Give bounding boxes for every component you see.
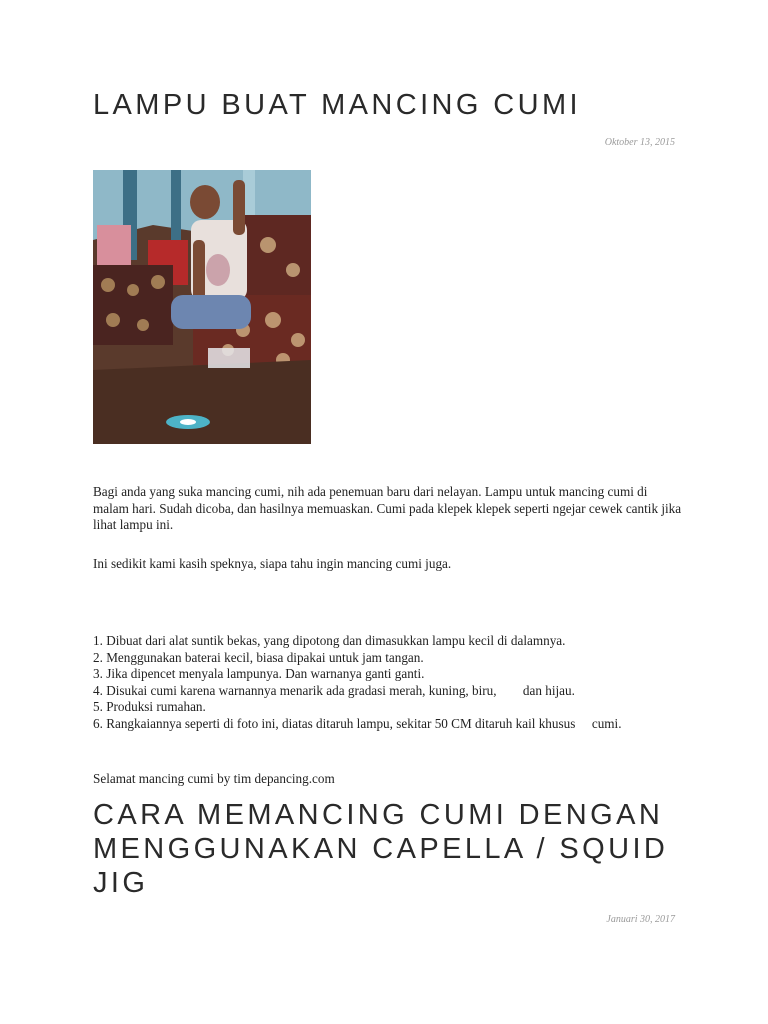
post-date: Oktober 13, 2015 xyxy=(604,137,675,148)
spec-item: 2. Menggunakan baterai kecil, biasa dipakai untuk jam tangan. xyxy=(93,649,424,665)
spec-item: 4. Disukai cumi karena warnannya menarik ada gradasi merah, kuning, biru, dan hijau. xyxy=(93,682,575,698)
post-title[interactable]: CARA MEMANCING CUMI DENGAN MENGGUNAKAN CAPELLA / SQUID JIG xyxy=(93,799,669,899)
post-paragraph: Bagi anda yang suka mancing cumi, nih ada penemuan baru dari nelayan. Lampu untuk mancing cumi di malam hari. Sudah dicoba, dan hasilnya memuaskan. Cumi pada klepek klepek seperti ngejar cewek cantik jika lihat lampu ini. xyxy=(93,484,682,532)
spec-item: 3. Jika dipencet menyala lampunya. Dan warnanya ganti ganti. xyxy=(93,666,425,681)
post-photo xyxy=(93,170,311,444)
spec-item: 6. Rangkaiannya seperti di foto ini, diatas ditaruh lampu, sekitar 50 CM ditaruh kail khusus cumi. xyxy=(93,715,622,731)
spec-list xyxy=(93,633,683,732)
post-date: Januari 30, 2017 xyxy=(606,914,675,925)
spec-item: 5. Produksi rumahan. xyxy=(93,699,206,714)
post-closing: Selamat mancing cumi by tim depancing.com xyxy=(93,771,335,786)
post-title[interactable]: LAMPU BUAT MANCING CUMI xyxy=(93,89,581,121)
photo-man-with-squid-lamp-icon xyxy=(93,170,311,444)
post-paragraph: Ini sedikit kami kasih speknya, siapa tahu ingin mancing cumi juga. xyxy=(93,556,452,571)
spec-item: 1. Dibuat dari alat suntik bekas, yang dipotong dan dimasukkan lampu kecil di dalamnya. xyxy=(93,633,566,648)
